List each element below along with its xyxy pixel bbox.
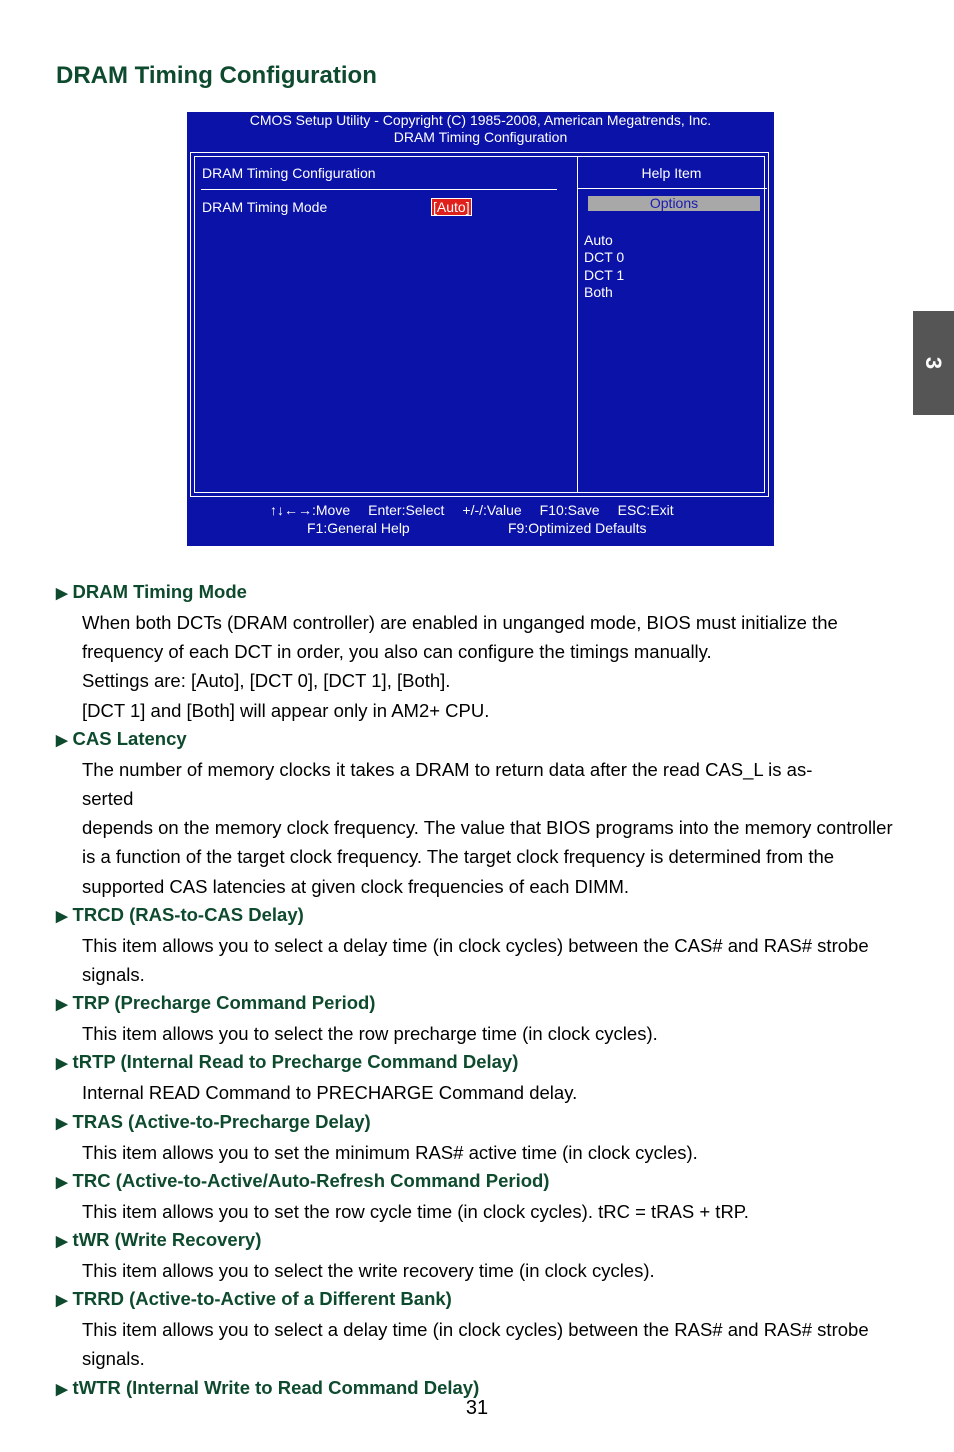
triangle-bullet-icon: ▶ [56, 1233, 68, 1251]
section-heading: ▶ tWTR (Internal Write to Read Command Delay) [56, 1376, 480, 1398]
bios-option[interactable]: DCT 0 [584, 249, 625, 266]
section [56, 901, 896, 989]
bios-screen-title: DRAM Timing Configuration [393, 129, 568, 145]
key-value: +/-/:Value [462, 502, 522, 518]
section-body [56, 1315, 896, 1373]
bios-header [187, 112, 774, 146]
section [56, 725, 896, 901]
triangle-bullet-icon: ▶ [56, 1114, 68, 1132]
section-heading: ▶ TRAS (Active-to-Precharge Delay) [56, 1110, 371, 1132]
bios-key-hints [270, 502, 692, 518]
paragraph: When both DCTs (DRAM controller) are enabled in unganged mode, BIOS must initialize the frequency of each DCT in order, you also can configure the timings manually. [82, 612, 838, 663]
section [56, 578, 896, 725]
bios-help-rule [578, 188, 767, 189]
key-move: ↑↓←→:Move [270, 502, 351, 518]
triangle-bullet-icon: ▶ [56, 907, 68, 925]
section [56, 1167, 896, 1226]
triangle-bullet-icon: ▶ [56, 996, 68, 1014]
paragraph: The number of memory clocks it takes a DRAM to return data after the read CAS_L is as- [82, 758, 813, 780]
section-heading: ▶ TRRD (Active-to-Active of a Different Bank) [56, 1288, 452, 1310]
bios-screenshot [187, 112, 774, 546]
paragraph: depends on the memory clock frequency. The value that BIOS programs into the memory controller is a function of the target clock frequency. The target clock frequency is determined from the supported CAS latencies at given clock frequencies of each DIMM. [82, 817, 893, 897]
bios-option[interactable]: DCT 1 [584, 266, 625, 283]
paragraph: Internal READ Command to PRECHARGE Command delay. [82, 1082, 578, 1104]
page-number: 31 [465, 1397, 489, 1419]
section-body [56, 755, 896, 901]
chapter-number: 3 [921, 356, 947, 370]
section-heading: ▶ TRP (Precharge Command Period) [56, 992, 376, 1014]
triangle-bullet-icon: ▶ [56, 731, 68, 749]
triangle-bullet-icon: ▶ [56, 1055, 68, 1073]
bios-help-title: Help Item [641, 165, 702, 181]
section-heading: ▶ CAS Latency [56, 727, 187, 749]
key-enter: Enter:Select [368, 502, 445, 518]
section-body [56, 1256, 896, 1285]
key-exit: ESC:Exit [617, 502, 674, 518]
paragraph: Settings are: [Auto], [DCT 0], [DCT 1], [Both]. [82, 670, 451, 692]
bios-option[interactable]: Auto [584, 232, 613, 248]
key-defaults: F9:Optimized Defaults [508, 520, 647, 536]
chapter-tab [913, 311, 954, 415]
section [56, 1285, 896, 1373]
section-heading: ▶ tWR (Write Recovery) [56, 1229, 262, 1251]
bios-inner-frame [194, 156, 765, 493]
paragraph: This item allows you to select a delay time (in clock cycles) between the RAS# and RAS# strobe signals. [82, 1319, 869, 1370]
bios-menu-rule [201, 189, 557, 190]
section [56, 989, 896, 1048]
paragraph: This item allows you to set the minimum RAS# active time (in clock cycles). [82, 1141, 698, 1163]
setting-descriptions [56, 578, 896, 1404]
section-heading: ▶ TRC (Active-to-Active/Auto-Refresh Command Period) [56, 1169, 550, 1191]
triangle-bullet-icon: ▶ [56, 1292, 68, 1310]
section-body [56, 1019, 896, 1048]
section-heading: ▶ TRCD (RAS-to-CAS Delay) [56, 903, 304, 925]
paragraph: This item allows you to set the row cycle time (in clock cycles). tRC = tRAS + tRP. [82, 1200, 749, 1222]
paragraph: serted [82, 788, 134, 810]
triangle-bullet-icon: ▶ [56, 585, 68, 602]
triangle-bullet-icon: ▶ [56, 1173, 68, 1191]
section [56, 1226, 896, 1285]
section-heading: ▶ tRTP (Internal Read to Precharge Command Delay) [56, 1051, 519, 1073]
section-body [56, 931, 896, 989]
paragraph: [DCT 1] and [Both] will appear only in AM2+ CPU. [82, 699, 490, 721]
section-body [56, 1197, 896, 1226]
paragraph: This item allows you to select the write recovery time (in clock cycles). [82, 1260, 655, 1282]
bios-menu-title: DRAM Timing Configuration [202, 165, 376, 181]
section [56, 1108, 896, 1167]
bios-options-header: Options [588, 196, 760, 211]
bios-divider [577, 157, 578, 492]
bios-option[interactable]: Both [584, 283, 613, 300]
bios-copyright: CMOS Setup Utility - Copyright (C) 1985-2008, American Megatrends, Inc. [249, 112, 712, 128]
section [56, 1048, 896, 1107]
key-save: F10:Save [539, 502, 600, 518]
bios-options-list [584, 232, 624, 301]
triangle-bullet-icon: ▶ [56, 1380, 68, 1398]
bios-frame [190, 152, 769, 497]
key-help: F1:General Help [307, 520, 410, 536]
page-title: DRAM Timing Configuration [56, 62, 377, 89]
bios-setting-value[interactable]: [Auto] [433, 199, 470, 215]
paragraph: This item allows you to select a delay time (in clock cycles) between the CAS# and RAS# strobe signals. [82, 934, 869, 986]
bios-setting-label[interactable]: DRAM Timing Mode [202, 199, 328, 215]
section-heading: ▶ DRAM Timing Mode [56, 581, 247, 602]
section-body [56, 608, 896, 725]
section-body [56, 1078, 896, 1107]
paragraph: This item allows you to select the row precharge time (in clock cycles). [82, 1023, 658, 1045]
section-body [56, 1138, 896, 1167]
